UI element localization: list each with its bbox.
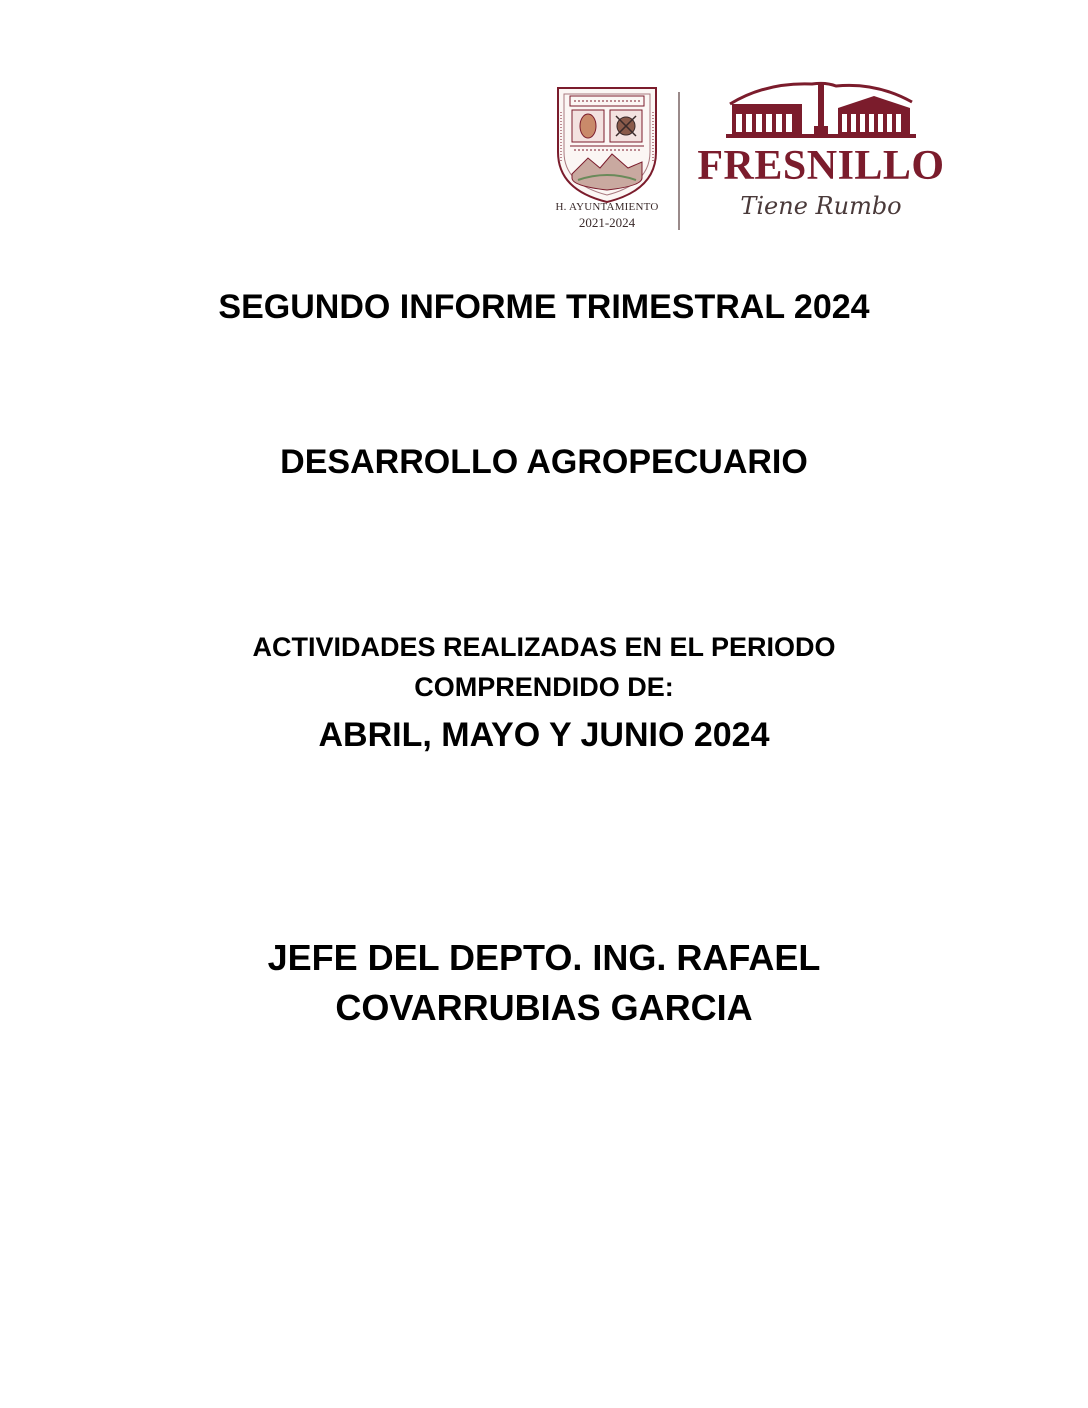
fresnillo-skyline-icon xyxy=(726,78,916,145)
activities-heading-line2: COMPRENDIDO DE: xyxy=(414,672,674,702)
fresnillo-brand-logo xyxy=(696,78,946,238)
report-title: SEGUNDO INFORME TRIMESTRAL 2024 xyxy=(218,288,870,326)
logo-divider xyxy=(678,92,680,230)
seal-caption-council: H. AYUNTAMIENTO xyxy=(555,201,659,213)
department-head-line2: COVARRUBIAS GARCIA xyxy=(335,987,753,1028)
department-name: DESARROLLO AGROPECUARIO xyxy=(280,443,808,481)
report-period: ABRIL, MAYO Y JUNIO 2024 xyxy=(318,716,770,754)
brand-slogan: Tiene Rumbo xyxy=(740,192,902,220)
brand-name: FRESNILLO xyxy=(697,143,945,189)
seal-caption-term: 2021-2024 xyxy=(578,215,636,230)
department-head-line1: JEFE DEL DEPTO. ING. RAFAEL xyxy=(267,937,821,978)
header-logos xyxy=(548,78,948,238)
activities-heading-line1: ACTIVIDADES REALIZADAS EN EL PERIODO xyxy=(252,632,836,662)
